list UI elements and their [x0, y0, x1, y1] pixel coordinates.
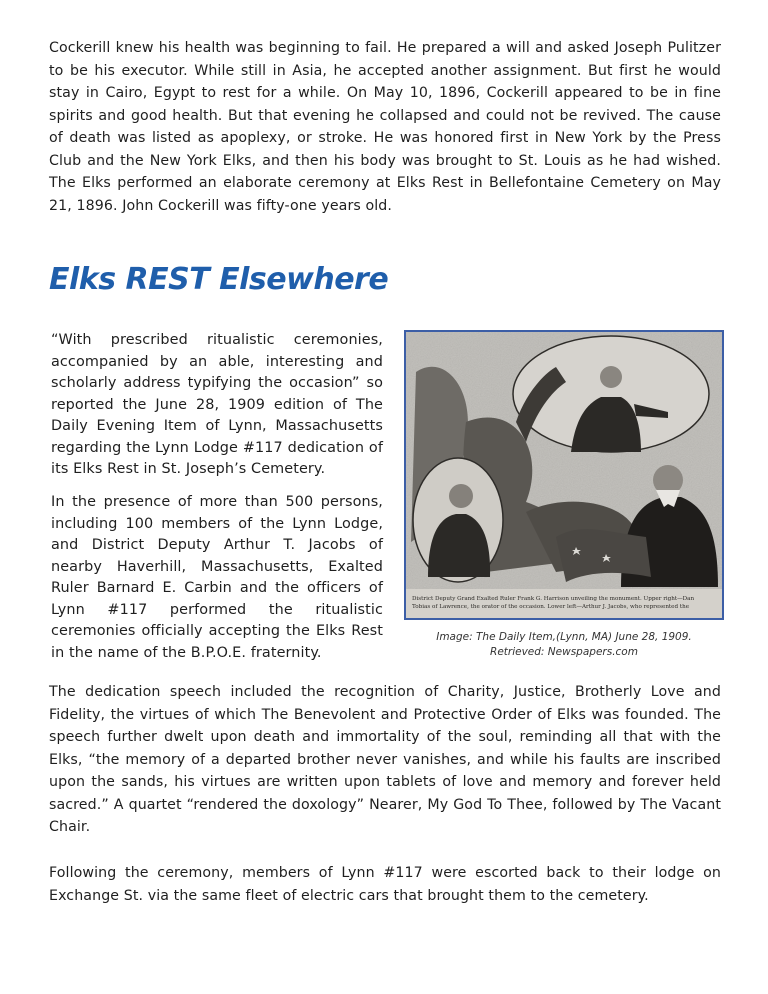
intro-paragraph: Cockerill knew his health was beginning to fail. He prepared a will and asked Joseph Pulitzer to be his executor. While still in Asia, he accepted another assignment. But first he would stay in Cairo, Egypt to rest for a while. On May 10, 1896, Cockerill appeared to be in fine spirits and good health. But that evening he collapsed and could not be revived. The cause of death was listed as apoplexy, or stroke. He was honored first in New York by the Press Club and the New York Elks, and then his body was brought to St. Louis as he had wished. The Elks performed an elaborate ceremony at Elks Rest in Bellefontaine Cemetery on May 21, 1896. John Cockerill was fifty-one years old. — [49, 40, 721, 214]
newspaper-caption-line-1: District Deputy Grand Exalted Ruler Frank G. Harrison unveiling the monument. Upper right—Dan — [412, 596, 695, 602]
attendance-paragraph: In the presence of more than 500 persons, including 100 members of the Lynn Lodge, and District Deputy Arthur T. Jacobs of nearby Haverhill, Massachusetts, Exalted Ruler Barnard E. Carbin and the officers of Lynn #117 performed the ritualistic ceremonies officially accepting the Elks Rest in the name of the B.P.O.E. fraternity. — [51, 494, 383, 661]
newspaper-photo-illustration — [406, 332, 722, 618]
section-heading: Elks REST Elsewhere — [49, 262, 389, 297]
ceremony-report-paragraph: “With prescribed ritualistic ceremonies, accompanied by an able, interesting and scholarly address typifying the occasion” so reported the June 28, 1909 edition of The Daily Evening Item of Lynn, Massachusetts regarding the Lynn Lodge #117 dedication of its Elks Rest in St. Joseph’s Cemetery. — [51, 332, 383, 477]
dedication-speech-paragraph: The dedication speech included the recognition of Charity, Justice, Brotherly Love and Fidelity, the virtues of which The Benevolent and Protective Order of Elks was founded. The speech further dwelt upon death and immortality of the soul, reminding all that with the Elks, “the memory of a departed brother never vanishes, and while his faults are inscribed upon the sands, his virtues are written upon tablets of love and memory and forever held sacred.” A quartet “rendered the doxology” Nearer, My God To Thee, followed by The Vacant Chair. — [49, 684, 721, 835]
newspaper-caption-line-2: Tobias of Lawrence, the orator of the occasion. Lower left—Arthur J. Jacobs, who represented the — [412, 604, 690, 610]
image-caption — [404, 630, 724, 660]
closing-paragraph: Following the ceremony, members of Lynn #117 were escorted back to their lodge on Exchange St. via the same fleet of electric cars that brought them to the cemetery. — [49, 865, 721, 904]
image-caption-line-2: Retrieved: Newspapers.com — [490, 646, 638, 658]
image-caption-line-1: Image: The Daily Item,(Lynn, MA) June 28, 1909. — [436, 631, 692, 643]
newspaper-photo — [404, 330, 724, 620]
